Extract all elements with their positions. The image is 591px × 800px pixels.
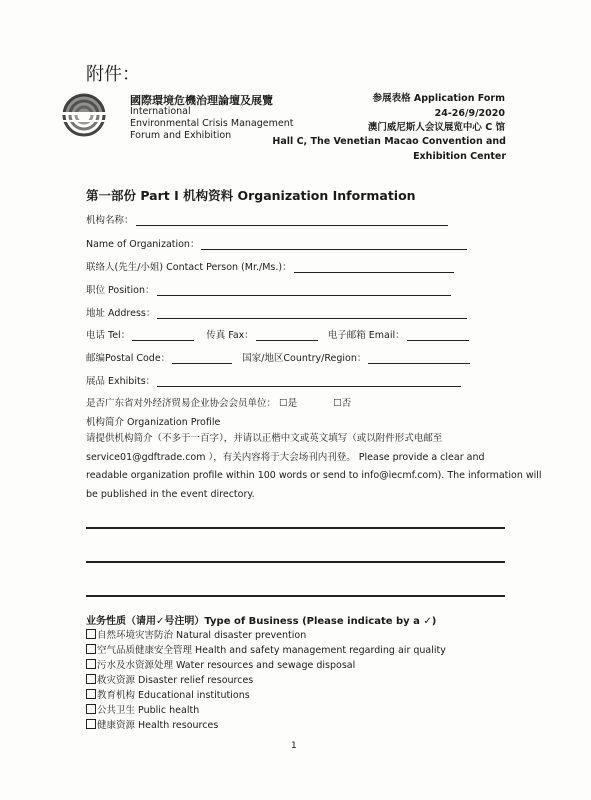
profile-line[interactable]: [86, 527, 505, 529]
business-option-label: 污水及水资源处理 Water resources and sewage disposal: [97, 660, 356, 671]
business-checkbox[interactable]: [86, 659, 96, 669]
organizer-name-en-line: Environmental Crisis Management: [130, 118, 294, 130]
business-option-label: 自然环境灾害防治 Natural disaster prevention: [97, 630, 307, 641]
annex-label: 附件：: [86, 64, 140, 85]
member-row: [86, 395, 351, 409]
organizer-name-en: [130, 106, 293, 143]
address-field: [86, 305, 467, 319]
exhibits-field: [86, 373, 461, 387]
business-option-label: 空气品质健康安全管理 Health and safety management regarding air quality: [97, 645, 446, 656]
business-type-title: 业务性质（请用✓号注明）Type of Business (Please indicate by a ✓): [86, 616, 437, 627]
business-option: [86, 702, 199, 716]
org-name-en-input[interactable]: [201, 239, 467, 250]
organizer-name-en-line: Forum and Exhibition: [130, 130, 232, 142]
email-input[interactable]: [407, 330, 469, 341]
profile-line[interactable]: [86, 595, 505, 597]
exhibits-input[interactable]: [157, 376, 461, 387]
organizer-name-en-line: International: [130, 106, 191, 117]
profile-instructions-line: 请提供机构简介（不多于一百字），并请以正楷中文或英文填写（或以附件形式电邮至: [86, 433, 443, 444]
form-header: [368, 92, 505, 136]
org-name-cn-input[interactable]: [136, 215, 448, 226]
profile-line[interactable]: [86, 561, 505, 563]
event-dates: 24-26/9/2020: [434, 107, 505, 119]
business-option: [86, 642, 446, 656]
country-label: 国家/地区Country/Region：: [242, 353, 367, 364]
position-field: [86, 282, 451, 296]
business-checkbox[interactable]: [86, 719, 96, 729]
organizer-name-cn: 國際環境危機治理論壇及展覽: [130, 94, 273, 107]
fax-input[interactable]: [256, 330, 318, 341]
contact-label: 联络人(先生/小姐) Contact Person (Mr./Ms.)：: [86, 262, 292, 273]
venue-en: Hall C, The Venetian Macao Convention and Exhibition Center: [272, 136, 506, 162]
profile-instructions-line: readable organization profile within 100 words or send to info@iecmf.com). The information will: [86, 470, 542, 481]
business-option: [86, 687, 250, 701]
profile-instructions: [86, 430, 542, 504]
form-title: 参展表格 Application Form: [372, 93, 505, 104]
org-name-cn-field: [86, 212, 448, 226]
business-checkbox[interactable]: [86, 674, 96, 684]
member-yes-checkbox[interactable]: ☐是: [279, 398, 298, 409]
contact-input[interactable]: [294, 262, 454, 273]
postal-label: 邮编Postal Code：: [86, 353, 171, 364]
profile-instructions-line: be published in the event directory.: [86, 488, 255, 500]
tel-label: 电话 Tel：: [86, 330, 131, 341]
tel-input[interactable]: [132, 330, 194, 341]
part1-title: 第一部份 Part I 机构资料 Organization Information: [86, 188, 416, 203]
business-checkbox[interactable]: [86, 629, 96, 639]
country-input[interactable]: [368, 353, 470, 364]
business-option: [86, 657, 355, 671]
business-checkbox[interactable]: [86, 644, 96, 654]
organizer-logo: [58, 92, 116, 138]
page-number: 1: [291, 741, 297, 751]
exhibits-label: 展品 Exhibits：: [86, 376, 156, 387]
org-name-cn-label: 机构名称：: [86, 215, 134, 226]
position-input[interactable]: [157, 285, 451, 296]
org-name-en-field: [86, 236, 467, 250]
venue-cn: 澳门威尼斯人会议展览中心 C 馆: [367, 122, 505, 133]
fax-label: 传真 Fax：: [206, 330, 254, 341]
business-option: [86, 627, 306, 641]
profile-title: 机构简介 Organization Profile: [86, 417, 221, 428]
address-input[interactable]: [157, 308, 467, 319]
contact-field: [86, 259, 454, 273]
business-option-label: 教育机构 Educational institutions: [97, 690, 250, 701]
position-label: 职位 Position：: [86, 285, 155, 296]
business-option: [86, 717, 218, 731]
profile-instructions-line: service01@gdftrade.com ），有关内容将于大会场刊内刊登。 Please provide a clear and: [86, 451, 485, 463]
postal-input[interactable]: [172, 353, 232, 364]
email-label: 电子邮箱 Email：: [327, 330, 405, 341]
contact-numbers-row: [86, 327, 469, 341]
address-label: 地址 Address：: [86, 308, 156, 319]
business-option-label: 救灾资源 Disaster relief resources: [97, 675, 254, 686]
business-option: [86, 672, 253, 686]
business-checkbox[interactable]: [86, 689, 96, 699]
member-question: 是否广东省对外经济贸易企业协会会员单位：: [86, 398, 277, 409]
business-checkbox[interactable]: [86, 704, 96, 714]
org-name-en-label: Name of Organization：: [86, 239, 200, 250]
business-option-label: 公共卫生 Public health: [97, 705, 200, 716]
member-no-checkbox[interactable]: ☐否: [333, 398, 352, 409]
postal-country-row: [86, 350, 470, 364]
business-option-label: 健康资源 Health resources: [97, 720, 219, 731]
